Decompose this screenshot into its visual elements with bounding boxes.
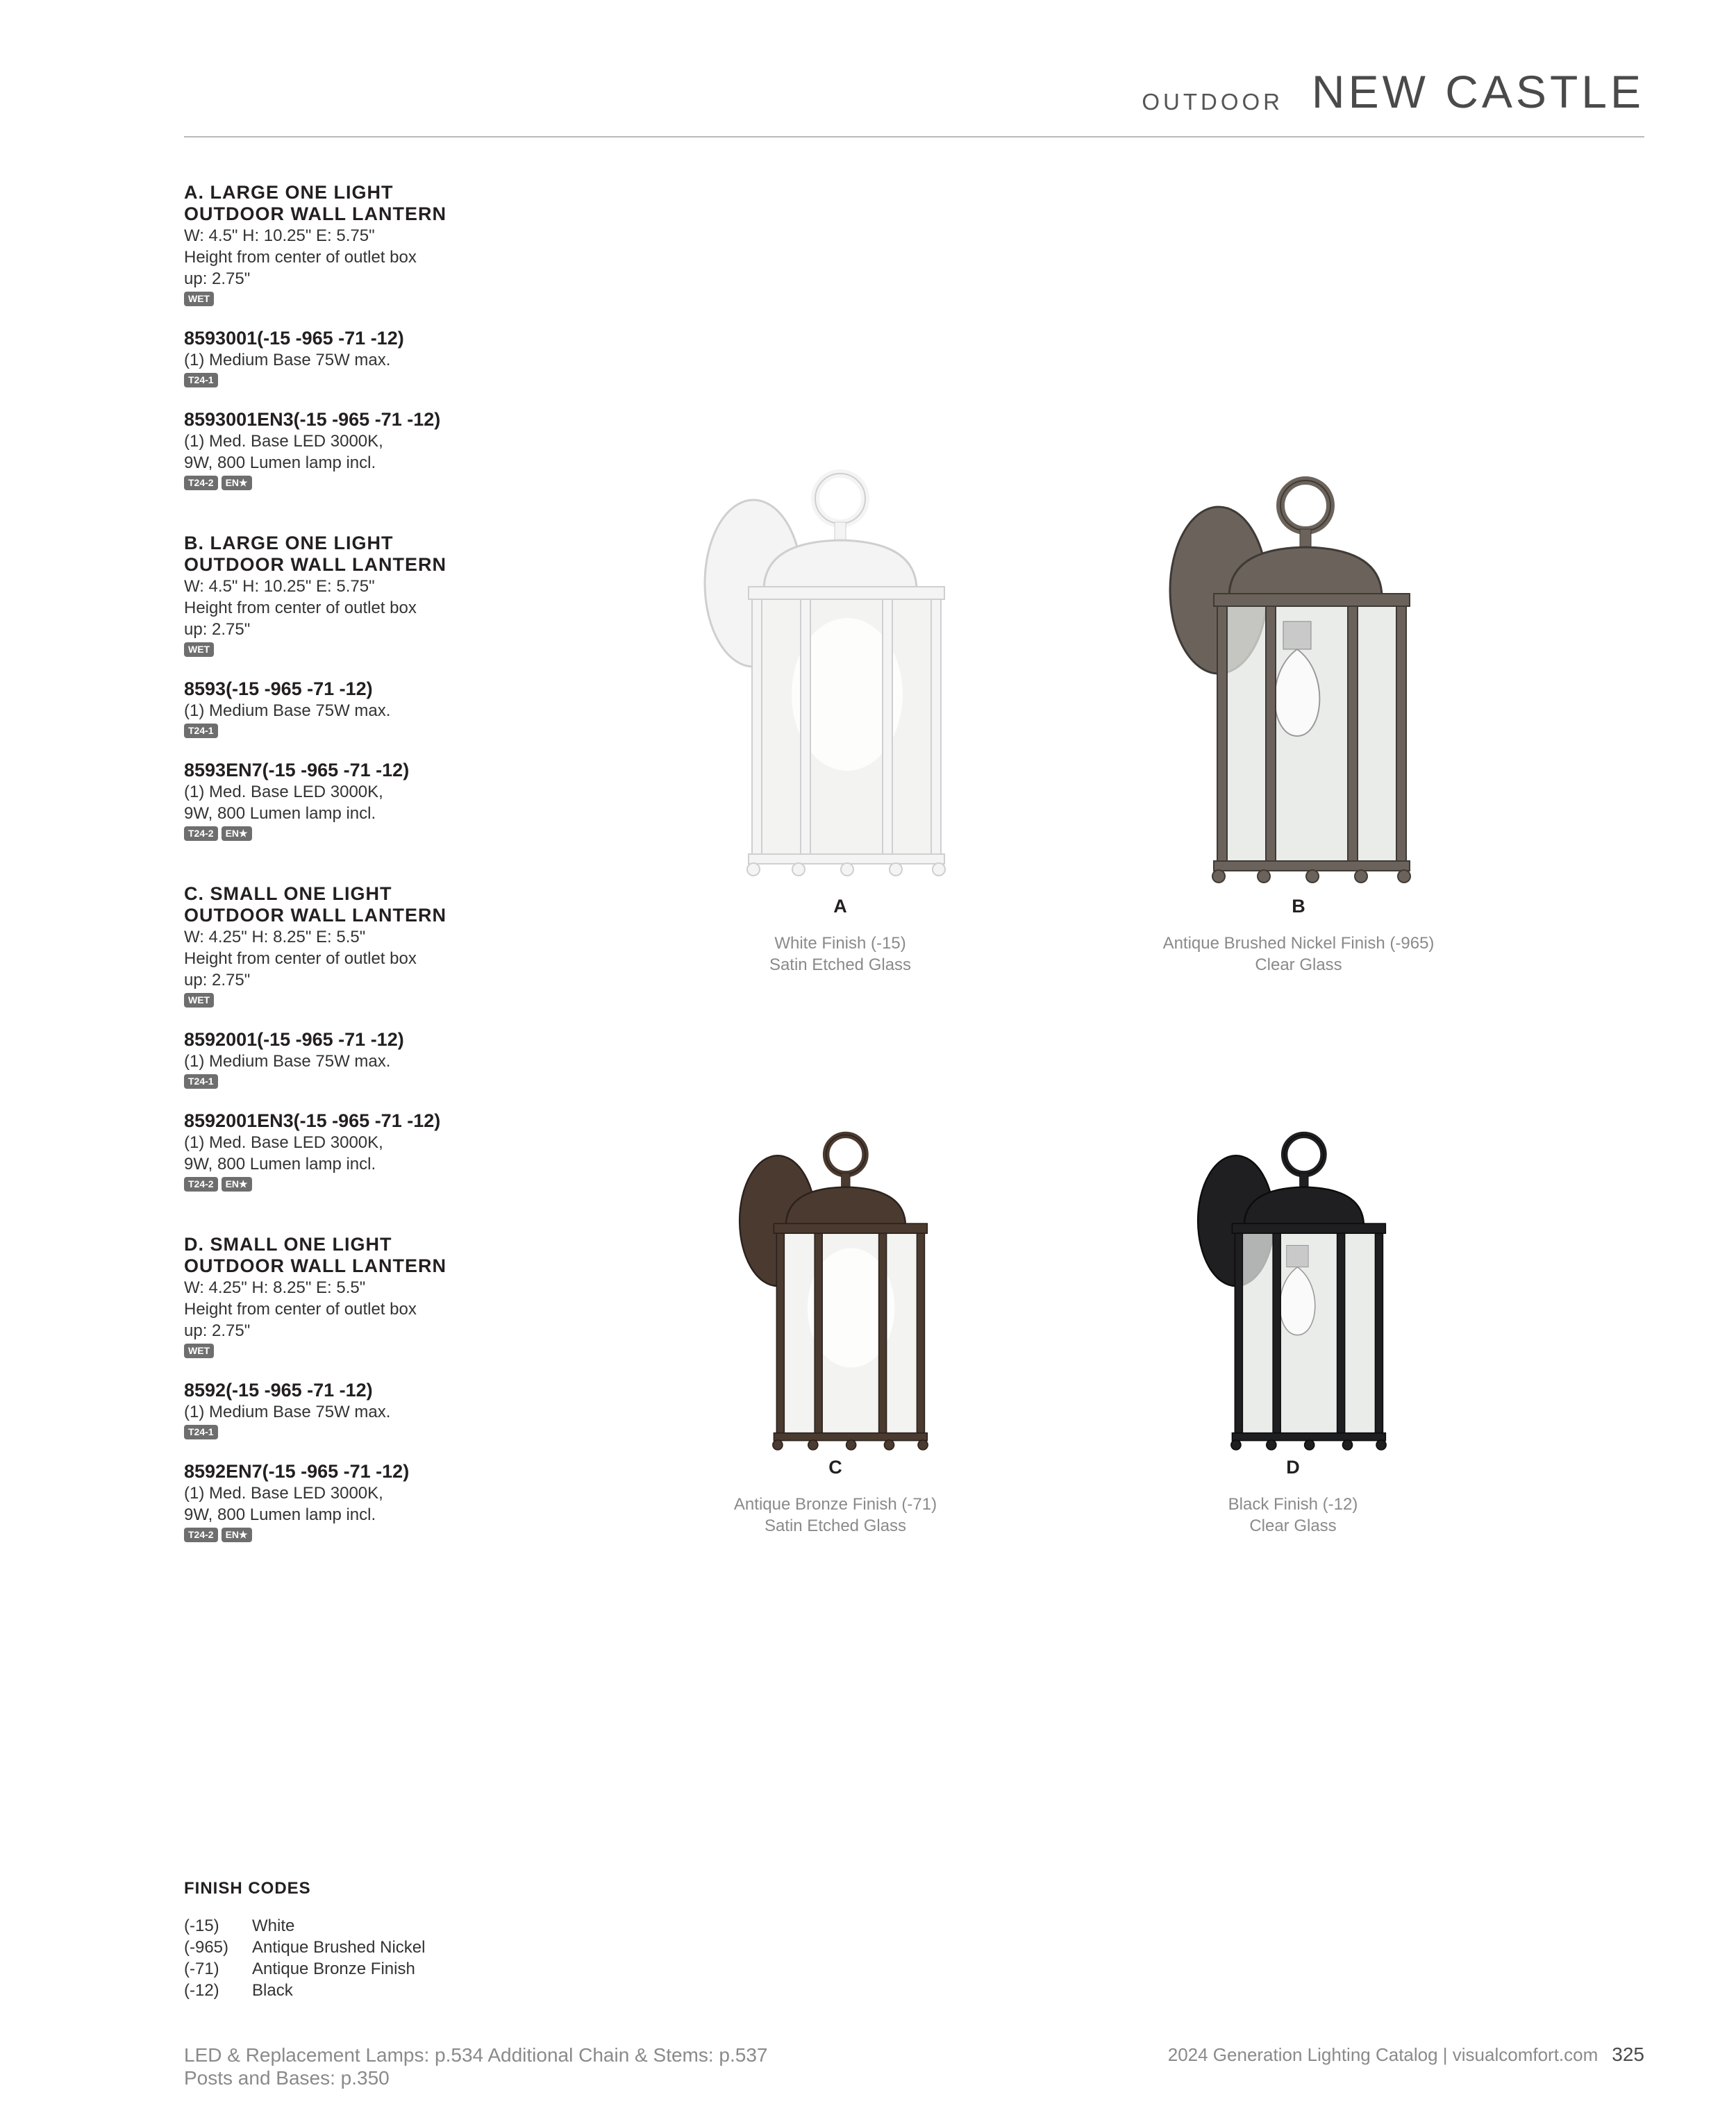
wet-badge: WET [184,642,214,657]
product-title: OUTDOOR WALL LANTERN [184,554,446,575]
sku-code: 8593001EN3(-15 -965 -71 -12) [184,409,441,430]
product-title: OUTDOOR WALL LANTERN [184,905,446,926]
fixture-glass: Satin Etched Glass [764,1517,907,1535]
sku-code: 8593EN7(-15 -965 -71 -12) [184,760,410,780]
finish-row [184,1915,601,1937]
finish-codes [184,1879,601,2001]
product-title: OUTDOOR WALL LANTERN [184,1255,446,1276]
wet-badge: WET [184,292,214,306]
fixture-glass: Satin Etched Glass [769,955,912,974]
product-specs [184,182,503,1585]
wet-badge: WET [184,993,214,1008]
sku-desc: (1) Medium Base 75W max. [184,1052,391,1071]
sku-desc: 9W, 800 Lumen lamp incl. [184,804,376,823]
finish-code: (-12) [184,1981,219,2000]
product-title: OUTDOOR WALL LANTERN [184,203,446,224]
height-note: up: 2.75" [184,269,251,288]
finish-row [184,1980,601,2001]
finish-name: Black [252,1981,293,2000]
catalog-name: 2024 Generation Lighting Catalog | visualcomfort.com [1167,2044,1599,2065]
sku-block [184,1461,503,1543]
lantern-icon [1153,472,1444,889]
footer-line: Posts and Bases: p.350 [184,2067,390,2089]
energy-star-badge: EN★ [222,1528,252,1542]
height-note: Height from center of outlet box [184,949,417,968]
product-a [184,182,503,491]
fixture-letter: B [1292,896,1305,917]
product-title: C. SMALL ONE LIGHT [184,883,392,904]
t24-badge: T24-1 [184,1074,218,1089]
finish-row [184,1958,601,1980]
sku-desc: (1) Med. Base LED 3000K, [184,1133,383,1152]
sku-code: 8592EN7(-15 -965 -71 -12) [184,1461,410,1482]
lantern-image-c [701,1128,979,1455]
dimensions: W: 4.25" H: 8.25" E: 5.5" [184,1278,366,1297]
lantern-image-d [1160,1128,1437,1455]
lantern-icon [687,465,979,882]
collection-title: NEW CASTLE [1311,66,1644,117]
t24-badge: T24-2 [184,1177,218,1192]
wet-badge: WET [184,1344,214,1358]
fixture-finish: Black Finish (-12) [1228,1495,1358,1514]
product-title: A. LARGE ONE LIGHT [184,182,394,203]
fixture-glass: Clear Glass [1249,1517,1337,1535]
product-title: D. SMALL ONE LIGHT [184,1234,392,1255]
sku-desc: (1) Med. Base LED 3000K, [184,1484,383,1503]
sku-code: 8592001EN3(-15 -965 -71 -12) [184,1110,441,1131]
product-b [184,533,503,842]
sku-code: 8593(-15 -965 -71 -12) [184,678,373,699]
section-label: OUTDOOR [1142,89,1283,115]
lantern-image-a [687,465,979,882]
footer-catalog [1168,2044,1644,2066]
t24-badge: T24-1 [184,373,218,387]
energy-star-badge: EN★ [222,826,252,841]
sku-desc: (1) Med. Base LED 3000K, [184,783,383,801]
finish-code: (-15) [184,1916,219,1935]
t24-badge: T24-2 [184,1528,218,1542]
height-note: up: 2.75" [184,1321,251,1340]
footer-references [184,2044,768,2089]
height-note: up: 2.75" [184,620,251,639]
sku-desc: 9W, 800 Lumen lamp incl. [184,453,376,472]
dimensions: W: 4.5" H: 10.25" E: 5.75" [184,577,375,596]
energy-star-badge: EN★ [222,476,252,490]
t24-badge: T24-2 [184,826,218,841]
height-note: Height from center of outlet box [184,599,417,617]
t24-badge: T24-1 [184,1425,218,1439]
height-note: up: 2.75" [184,971,251,989]
fixture-letter: D [1286,1457,1300,1478]
sku-block [184,328,503,388]
finish-code: (-71) [184,1960,219,1978]
sku-desc: (1) Medium Base 75W max. [184,351,391,369]
product-d [184,1234,503,1543]
sku-block [184,1110,503,1192]
fixture-finish: Antique Bronze Finish (-71) [733,1495,937,1514]
finish-code: (-965) [184,1938,229,1957]
sku-desc: 9W, 800 Lumen lamp incl. [184,1505,376,1524]
page-number: 325 [1612,2044,1644,2065]
fixture-finish: White Finish (-15) [774,934,906,953]
height-note: Height from center of outlet box [184,248,417,267]
finish-name: Antique Brushed Nickel [252,1938,426,1957]
fixture-letter: C [828,1457,842,1478]
lantern-icon [1160,1128,1437,1455]
sku-code: 8592001(-15 -965 -71 -12) [184,1029,404,1050]
sku-desc: 9W, 800 Lumen lamp incl. [184,1155,376,1173]
finish-name: White [252,1916,295,1935]
t24-badge: T24-2 [184,476,218,490]
sku-block [184,760,503,842]
sku-block [184,678,503,739]
energy-star-badge: EN★ [222,1177,252,1192]
product-title: B. LARGE ONE LIGHT [184,533,394,553]
sku-desc: (1) Medium Base 75W max. [184,701,391,720]
lantern-icon [701,1128,979,1455]
height-note: Height from center of outlet box [184,1300,417,1319]
dimensions: W: 4.25" H: 8.25" E: 5.5" [184,928,366,946]
footer-line: LED & Replacement Lamps: p.534 Additional Chain & Stems: p.537 [184,2044,768,2066]
product-c [184,883,503,1192]
fixture-finish: Antique Brushed Nickel Finish (-965) [1162,934,1435,953]
fixture-letter: A [833,896,847,917]
t24-badge: T24-1 [184,724,218,738]
sku-block [184,409,503,491]
sku-block [184,1029,503,1089]
finish-codes-title: FINISH CODES [184,1879,311,1898]
finish-name: Antique Bronze Finish [252,1960,415,1978]
sku-code: 8592(-15 -965 -71 -12) [184,1380,373,1401]
sku-block [184,1380,503,1440]
dimensions: W: 4.5" H: 10.25" E: 5.75" [184,226,375,245]
lantern-image-b [1153,472,1444,889]
fixture-glass: Clear Glass [1255,955,1342,974]
sku-desc: (1) Medium Base 75W max. [184,1403,391,1421]
finish-row [184,1937,601,1958]
page-header [184,62,1644,137]
sku-desc: (1) Med. Base LED 3000K, [184,432,383,451]
sku-code: 8593001(-15 -965 -71 -12) [184,328,404,349]
